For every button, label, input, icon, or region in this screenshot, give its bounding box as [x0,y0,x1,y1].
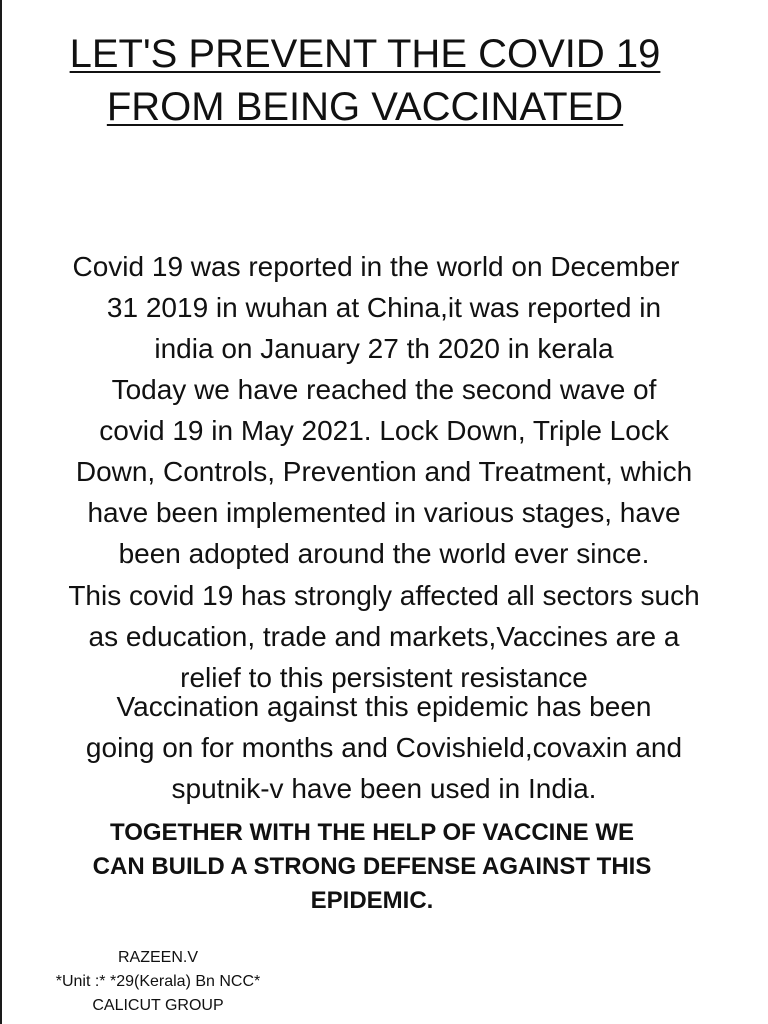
paragraph-covid-origin [0,246,768,369]
paragraph-line: going on for months and Covishield,covaxin and [85,732,683,763]
author-signature [0,946,316,1018]
paragraph-line: Down, Controls, Prevention and Treatment, which [75,456,693,487]
author-group: CALICUT GROUP [92,997,224,1014]
page-title [0,28,730,134]
closing-line: CAN BUILD A STRONG DEFENSE AGAINST THIS [92,853,652,880]
paragraph-line: Covid 19 was reported in the world on December [72,251,680,282]
closing-statement [0,816,744,918]
closing-line: EPIDEMIC. [310,887,434,914]
paragraph-line: india on January 27 th 2020 in kerala [154,333,614,364]
paragraph-sectors-affected [0,575,768,698]
paragraph-line: sputnik-v have been used in India. [171,773,597,804]
paragraph-vaccination [0,686,768,809]
paragraph-line: covid 19 in May 2021. Lock Down, Triple Lock [99,415,669,446]
paragraph-line: been adopted around the world ever since. [118,538,650,569]
closing-line: TOGETHER WITH THE HELP OF VACCINE WE [109,819,634,846]
title-line-2: FROM BEING VACCINATED [106,85,624,129]
paragraph-line: as education, trade and markets,Vaccines are a [88,621,680,652]
author-unit: *Unit :* *29(Kerala) Bn NCC* [55,973,261,990]
paragraph-line: Vaccination against this epidemic has been [116,691,652,722]
paragraph-line: 31 2019 in wuhan at China,it was reported in [106,292,662,323]
paragraph-second-wave [0,369,768,574]
paragraph-line: Today we have reached the second wave of [111,374,657,405]
paragraph-line: relief to this persistent resistance [180,662,588,693]
paragraph-line: have been implemented in various stages, have [87,497,681,528]
author-name: RAZEEN.V [117,949,198,966]
title-line-1: LET'S PREVENT THE COVID 19 [69,32,661,76]
paragraph-line: This covid 19 has strongly affected all sectors such [68,580,700,611]
